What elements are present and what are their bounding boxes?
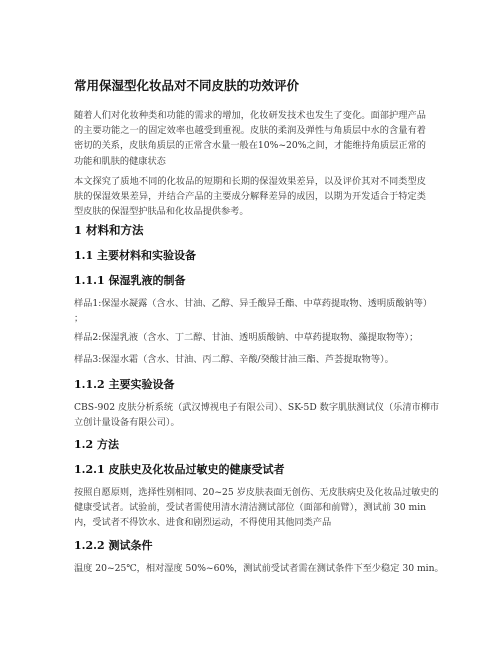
section-heading-1-2-2: 1.2.2 测试条件	[74, 539, 153, 552]
intro-paragraph-2: 本文探究了质地不同的化妆品的短期和长期的保湿效果差异，以及评价其对不同类型皮肤的保湿效果差异，并结合产品的主要成分解释差异的成因，以期为开发适合于特定类型皮肤的保湿型护肤品和化妆品提供参考。	[74, 176, 426, 218]
subjects-line-2: 健康受试者。试验前，受试者需使用清水清洁测试部位（面部和前臂），测试前 30 min	[74, 502, 427, 513]
sample-1-line-1: 样品1:保湿水凝露（含水、甘油、乙醇、异壬酸异壬酯、中草药提取物、透明质酸钠等）	[74, 298, 433, 309]
section-heading-1-2: 1.2 方法	[74, 438, 119, 451]
equipment-line-1: CBS-902 皮肤分析系统（武汉博视电子有限公司）、SK-5D 数字肌肤测试仪（乐清市柳市	[74, 402, 440, 413]
sample-2: 样品2:保湿乳液（含水、丁二醇、甘油、透明质酸钠、中草药提取物、藻提取物等）；	[74, 332, 419, 343]
intro-paragraph-1: 随着人们对化妆种类和功能的需求的增加，化妆研发技术也发生了变化。面部护理产品的主要功能之一的固定效率也越受到重视。皮肤的柔润及弹性与角质层中水的含量有着密切的关系，皮肤角质层的正常含水量一般在10%~20%之间，才能维持角质层正常的功能和肌肤的健康状态	[74, 110, 426, 167]
section-heading-1-2-1: 1.2.1 皮肤史及化妆品过敏史的健康受试者	[74, 463, 285, 476]
section-heading-1: 1 材料和方法	[74, 223, 144, 237]
sample-3: 样品3:保湿水霜（含水、甘油、丙二醇、辛酸/癸酸甘油三酯、芦荟提取物等）。	[74, 354, 394, 365]
section-heading-1-1-1: 1.1.1 保湿乳液的制备	[74, 274, 186, 287]
subjects-line-3: 内，受试者不得饮水、进食和剧烈运动，不得使用其他同类产品	[74, 517, 332, 528]
section-heading-1-1-2: 1.1.2 主要实验设备	[74, 378, 175, 391]
test-conditions: 温度 20~25℃，相对湿度 50%~60%，测试前受试者需在测试条件下至少稳定 30 min。	[74, 563, 444, 574]
sample-1-line-2: ；	[74, 313, 84, 324]
subjects-line-1: 按照自愿原则，选择性别相同、20~25 岁皮肤表面无创伤、无皮肤病史及化妆品过敏史的	[74, 487, 439, 498]
document-title: 常用保湿型化妆品对不同皮肤的功效评价	[74, 78, 300, 93]
equipment-line-2: 立创计量设备有限公司）。	[74, 417, 180, 428]
section-heading-1-1: 1.1 主要材料和实验设备	[74, 249, 196, 262]
